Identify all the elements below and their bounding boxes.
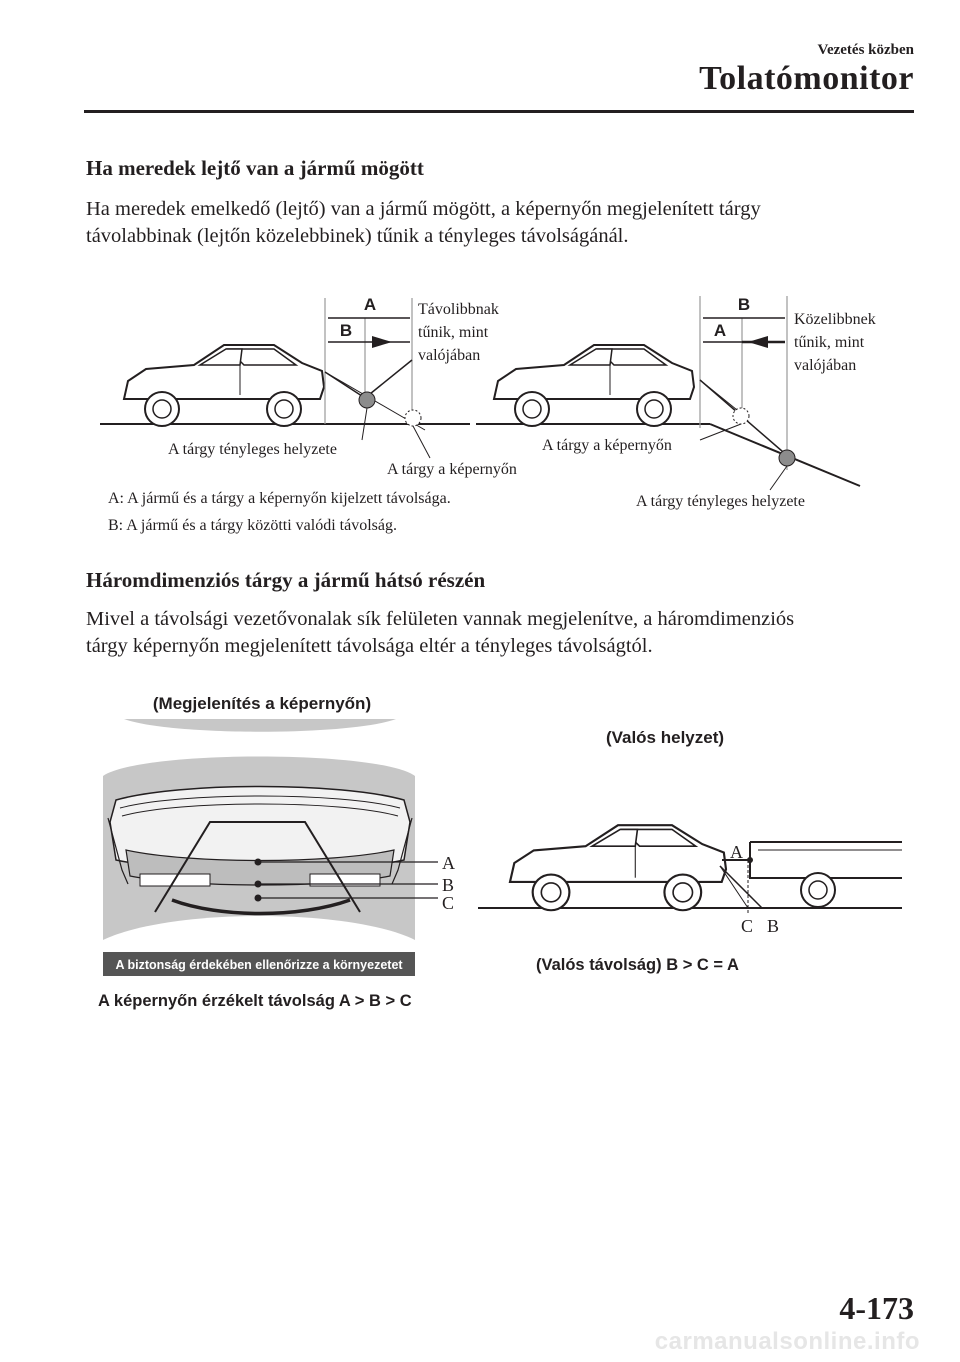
- section1-heading: Ha meredek lejtő van a jármű mögött: [86, 156, 424, 180]
- section2-line-1: Mivel a távolsági vezetővonalak sík felületen vannak megjelenítve, a háromdimenziós: [86, 608, 795, 630]
- section1-line-1: Ha meredek emelkedő (lejtő) van a jármű mögött, a képernyőn megjelenített tárgy: [86, 198, 761, 220]
- screen-point-a: A: [442, 853, 455, 873]
- on-screen-label: A tárgy a képernyőn: [542, 437, 672, 454]
- figure1-left: [100, 295, 517, 478]
- label-a: A: [363, 295, 377, 314]
- car-illustration: [510, 825, 726, 910]
- actual-position-label: A tárgy tényleges helyzete: [636, 493, 805, 510]
- page-number: 4-173: [839, 1290, 914, 1326]
- real-point-c: C: [741, 916, 754, 936]
- figure2-screen: [98, 694, 455, 1010]
- screen-banner-text: A biztonság érdekében ellenőrizze a környezetet: [115, 958, 403, 972]
- real-title: (Valós helyzet): [605, 728, 725, 747]
- screen-point-c: C: [442, 893, 455, 913]
- car-illustration: [494, 345, 694, 426]
- real-caption: (Valós távolság) B > C = A: [536, 956, 739, 974]
- callout-line-2: tűnik, mint: [418, 324, 489, 341]
- chapter-title: Tolatómonitor: [699, 60, 914, 97]
- actual-position-label: A tárgy tényleges helyzete: [168, 441, 337, 458]
- section-label: Vezetés közben: [817, 42, 914, 58]
- real-point-a: A: [730, 842, 743, 862]
- label-a: A: [713, 321, 727, 340]
- trailer: [750, 842, 902, 878]
- figure1-right: [476, 295, 876, 510]
- screen-point-b: B: [442, 875, 455, 895]
- callout-line-1: Közelibbnek: [794, 311, 876, 328]
- screen-object-marker: [405, 410, 421, 426]
- real-point-b: B: [767, 916, 780, 936]
- label-b: B: [737, 295, 751, 314]
- legend-b: B: A jármű és a tárgy közötti valódi távolság.: [108, 517, 397, 534]
- car-illustration: [124, 345, 324, 426]
- section2-line-2: tárgy képernyőn megjelenített távolsága eltér a tényleges távolságtól.: [86, 635, 653, 657]
- callout-line-2: tűnik, mint: [794, 334, 865, 351]
- screen-object-marker: [733, 408, 749, 424]
- actual-object-marker: [359, 392, 375, 408]
- callout-line-1: Távolibbnak: [418, 301, 499, 318]
- display-title: (Megjelenítés a képernyőn): [152, 694, 372, 713]
- legend-a: A: A jármű és a tárgy a képernyőn kijelzett távolsága.: [108, 490, 451, 507]
- figure2-real: [478, 728, 902, 974]
- watermark: carmanualsonline.info: [654, 1328, 920, 1355]
- callout-line-3: valójában: [794, 357, 857, 374]
- section1-line-2: távolabbinak (lejtőn közelebbinek) tűnik a tényleges távolságánál.: [86, 225, 629, 247]
- callout-line-3: valójában: [418, 347, 481, 364]
- section2-heading: Háromdimenziós tárgy a jármű hátsó részén: [86, 568, 486, 592]
- screen-caption: A képernyőn érzékelt távolság A > B > C: [98, 992, 412, 1010]
- on-screen-label: A tárgy a képernyőn: [387, 461, 517, 478]
- actual-object-marker: [779, 450, 795, 466]
- label-b: B: [339, 321, 353, 340]
